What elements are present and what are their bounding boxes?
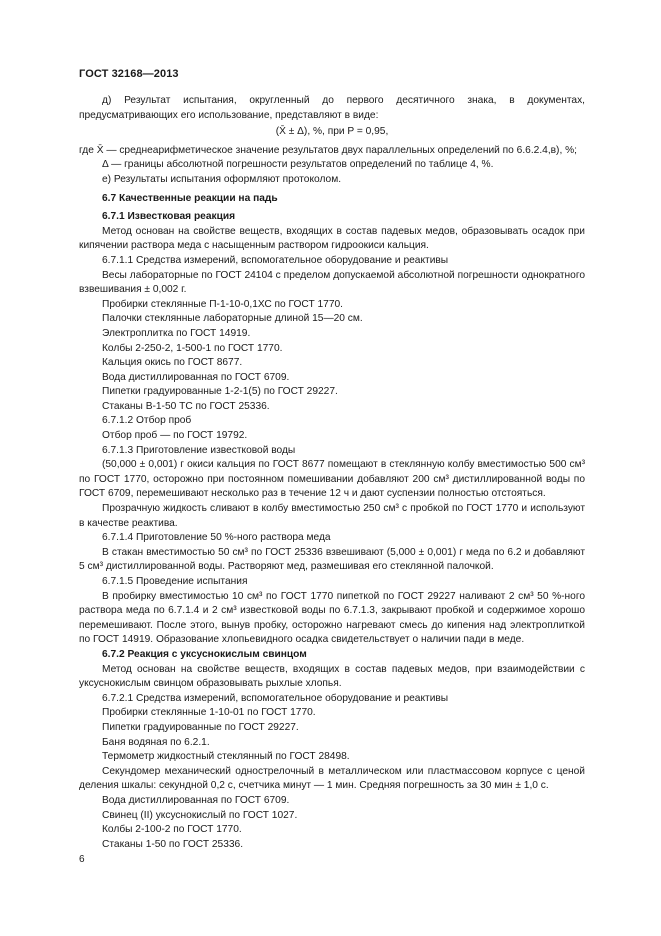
subsection-6-7-1-5: 6.7.1.5 Проведение испытания: [102, 576, 248, 587]
list-item: Стаканы 1-50 по ГОСТ 25336.: [102, 838, 244, 850]
paragraph-lime-water-decant: Прозрачную жидкость сливают в колбу вместимостью 250 см³ с пробкой по ГОСТ 1770 и используют в качестве реактива.: [79, 503, 585, 529]
list-item: Электроплитка по ГОСТ 14919.: [102, 327, 251, 339]
paragraph-method-lead: Метод основан на свойстве веществ, входящих в состав падевых медов, при взаимодействии с уксуснокислым свинцом образовывать рыхлые хлопья.: [79, 663, 585, 690]
paragraph-method-lime: Метод основан на свойстве веществ, входящих в состав падевых медов, образовывать осадок при кипячении раствора меда с насыщенным раствором гидроокиси кальция.: [79, 225, 585, 252]
subsection-6-7-1-3: 6.7.1.3 Приготовление известковой воды: [102, 444, 296, 456]
list-item: Колбы 2-100-2 по ГОСТ 1770.: [102, 824, 242, 836]
result-formula: (X̄ ± Δ), %, при P = 0,95,: [275, 126, 389, 138]
list-item: Пипетки градуированные 1-2-1(5) по ГОСТ 29227.: [102, 386, 338, 398]
list-item: Стаканы В-1-50 ТС по ГОСТ 25336.: [102, 400, 270, 412]
list-item: Пипетки градуированные по ГОСТ 29227.: [102, 721, 299, 733]
paragraph-protocol: е) Результаты испытания оформляют протоколом.: [102, 173, 342, 185]
list-item: Баня водяная по 6.2.1.: [102, 736, 210, 748]
paragraph-lime-water-prep: (50,000 ± 0,001) г окиси кальция по ГОСТ 8677 помещают в стеклянную колбу вместимостью 500 см³ по ГОСТ 1770, осторожно при постоянном помешивании добавляют 200 см³ дистиллированной воды по ГОСТ 6709, перемешивают несколько раз в течение 12 ч и дают суспензии полностью отстояться.: [79, 459, 585, 500]
list-item: Кальция окись по ГОСТ 8677.: [102, 357, 243, 369]
section-heading-6-7: 6.7 Качественные реакции на падь: [102, 192, 278, 204]
document-header: ГОСТ 32168—2013: [79, 68, 179, 80]
paragraph-result-format: д) Результат испытания, округленный до первого десятичного знака, в документах, предусматривающих его использование, представляют в виде:: [79, 95, 585, 121]
section-heading-6-7-2: 6.7.2 Реакция с уксуснокислым свинцом: [102, 648, 307, 660]
formula-legend-mean: где X̄ — среднеарифметическое значение результатов двух параллельных определений по 6.6.2.4,в), %;: [79, 144, 578, 156]
document-body: [79, 94, 585, 852]
subsection-6-7-1-4: 6.7.1.4 Приготовление 50 %-ного раствора меда: [102, 532, 331, 544]
subsection-6-7-1-2: 6.7.1.2 Отбор проб: [102, 415, 192, 427]
list-item: Термометр жидкостный стеклянный по ГОСТ 28498.: [102, 751, 350, 763]
subsection-6-7-1-1: 6.7.1.1 Средства измерений, вспомогательное оборудование и реактивы: [102, 254, 449, 266]
paragraph-honey-solution: В стакан вместимостью 50 см³ по ГОСТ 25336 взвешивают (5,000 ± 0,001) г меда по 6.2 и добавляют 5 см³ дистиллированной воды. Растворяют мед, размешивая его стеклянной палочкой.: [79, 546, 585, 573]
list-item: Пробирки стеклянные П-1-10-0,1ХС по ГОСТ 1770.: [102, 298, 343, 310]
formula-legend-delta: Δ — границы абсолютной погрешности результатов определений по таблице 4, %.: [102, 159, 494, 171]
list-item: Свинец (II) уксуснокислый по ГОСТ 1027.: [102, 809, 298, 821]
list-item: Вода дистиллированная по ГОСТ 6709.: [102, 371, 290, 383]
list-item: Пробирки стеклянные 1-10-01 по ГОСТ 1770.: [102, 707, 316, 719]
page-number: 6: [79, 854, 85, 865]
list-item: Колбы 2-250-2, 1-500-1 по ГОСТ 1770.: [102, 342, 283, 354]
paragraph-sampling: Отбор проб — по ГОСТ 19792.: [102, 430, 248, 442]
list-item: Вода дистиллированная по ГОСТ 6709.: [102, 794, 290, 806]
subsection-6-7-2-1: 6.7.2.1 Средства измерений, вспомогательное оборудование и реактивы: [102, 692, 449, 704]
list-item: Секундомер механический однострелочный в металлическом или пластмассовом корпусе с ценой деления шкалы: секундной 0,2 с, счетчика минут — 1 мин. Средняя погрешность за 30 мин ± 1,0 с.: [79, 765, 585, 792]
list-item: Палочки стеклянные лабораторные длиной 15—20 см.: [102, 313, 363, 325]
paragraph-test-procedure: В пробирку вместимостью 10 см³ по ГОСТ 1770 пипеткой по ГОСТ 29227 наливают 2 см³ 50 %-ного раствора меда по 6.7.1.4 и 2 см³ известковой воды по 6.7.1.3, закрывают пробкой и содержимое хорошо перемешивают. После этого, вынув пробку, осторожно нагревают смесь до кипения над электроплиткой по ГОСТ 14919. Образование хлопьевидного осадка свидетельствует о наличии пади в меде.: [79, 590, 585, 646]
section-heading-6-7-1: 6.7.1 Известковая реакция: [102, 211, 236, 223]
list-item: Весы лабораторные по ГОСТ 24104 с пределом допускаемой абсолютной погрешности однократного взвешивания ± 0,002 г.: [79, 269, 585, 296]
